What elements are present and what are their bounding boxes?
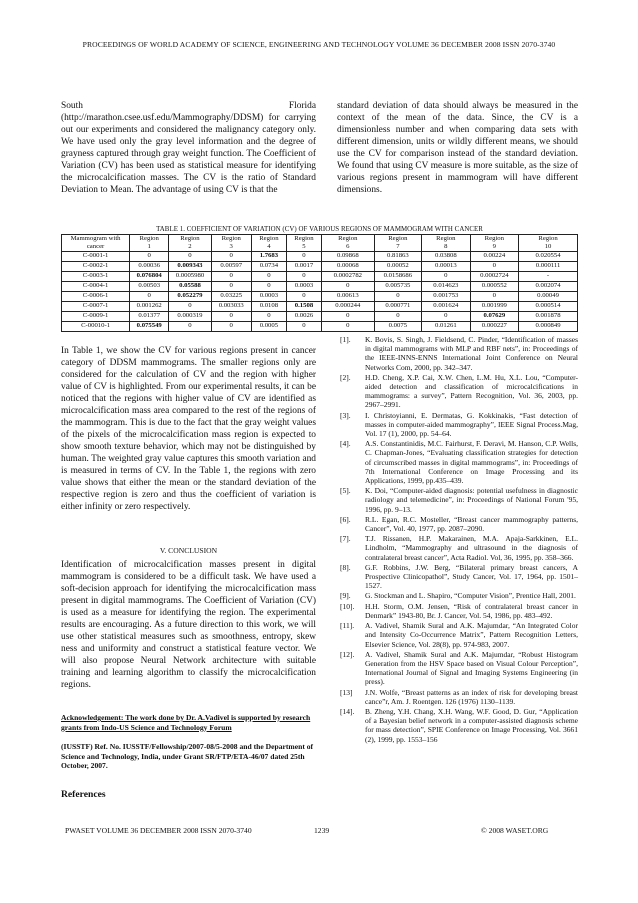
mammogram-id-cell: C-0002-1: [62, 262, 130, 272]
table-header-cell: [519, 235, 578, 252]
cv-value-cell: 0: [211, 322, 251, 332]
cv-value-cell: 0.000111: [519, 262, 578, 272]
mammogram-id-cell: C-0006-1: [62, 292, 130, 302]
reference-item: [337, 602, 578, 620]
reference-text: A. Vadivel, Shamik Sural and A.K. Majumdar, “Robust Histogram Generation from the HSV Space based on Visual Colour Perception”, International Journal of Signal and Imaging Systems Engineering (in press).: [365, 649, 578, 687]
cv-value-cell: 0.00613: [322, 292, 375, 302]
acknowledgement-text: Acknowledgement: The work done by Dr. A.Vadivel is supported by research grants from Indo-US Science and Technology Forum: [61, 713, 311, 732]
cv-value-cell: 0.0005980: [169, 272, 211, 282]
footer-left: PWASET VOLUME 36 DECEMBER 2008 ISSN 2070-3740: [65, 826, 252, 835]
cv-value-cell: 0.00503: [130, 282, 169, 292]
reference-number: [3].: [340, 410, 351, 420]
reference-number: [9].: [340, 591, 351, 601]
cv-value-cell: 0.0002782: [322, 272, 375, 282]
cv-value-cell: 0.000319: [169, 312, 211, 322]
cv-value-cell: 0: [169, 302, 211, 312]
cv-value-cell: 0.002074: [519, 282, 578, 292]
header-line: Region: [221, 235, 241, 242]
cv-value-cell: 0.0158686: [374, 272, 421, 282]
mammogram-id-cell: C-0004-1: [62, 282, 130, 292]
table-row: [62, 262, 578, 272]
reference-number: [11].: [340, 621, 355, 631]
table-header-cell: [251, 235, 286, 252]
table-header-cell: [470, 235, 519, 252]
reference-text: G. Stockman and L. Shapiro, “Computer Vision”, Prentice Hall, 2001.: [365, 591, 576, 601]
reference-item: [337, 621, 578, 649]
cv-value-cell: 0.000552: [470, 282, 519, 292]
cv-value-cell: 0: [374, 312, 421, 322]
references-heading: References: [61, 788, 106, 800]
cv-value-cell: 0.00052: [374, 262, 421, 272]
acknowledgement-lead: [61, 713, 316, 732]
cv-value-cell: 0.0002724: [470, 272, 519, 282]
reference-text: T.J. Rissanen, H.P. Makarainen, M.A. Apaja-Sarkkinen, E.L. Lindholm, “Mammography and ultrasound in the diagnosis of contralateral breast cancer”, Acta Radiol. Vol, 36, 1995, pp. 358–366.: [365, 534, 578, 562]
cv-value-cell: 0.0017: [286, 262, 321, 272]
header-line: 3: [229, 243, 233, 250]
mammogram-id-cell: C-00010-1: [62, 322, 130, 332]
cv-value-cell: 0.001999: [470, 302, 519, 312]
table-row: [62, 322, 578, 332]
cv-value-cell: 0.001262: [130, 302, 169, 312]
header-line: Region: [294, 235, 314, 242]
cv-value-cell: -: [519, 272, 578, 282]
cv-value-cell: 0: [169, 252, 211, 262]
reference-text: H.H. Storm, O.M. Jensen, “Risk of contralateral breast cancer in Denmark” 1943-80, Br. J. Cancer, Vol. 54, 1986, pp. 483–492.: [365, 601, 578, 620]
reference-number: [10].: [340, 601, 355, 611]
mammogram-id-cell: C-0009-1: [62, 312, 130, 322]
cv-value-cell: 0.1508: [286, 302, 321, 312]
cv-value-cell: 0.00049: [519, 292, 578, 302]
reference-text: K. Doi, “Computer-aided diagnosis: potential usefulness in diagnostic radiology and telemedicine”, in: Proceedings of National Forum '95, 1996, pp. 9–13.: [365, 486, 578, 514]
reference-number: [12].: [340, 649, 355, 659]
table-row: [62, 302, 578, 312]
cv-value-cell: 0: [211, 282, 251, 292]
cv-value-cell: 0.0075: [374, 322, 421, 332]
reference-item: [337, 650, 578, 687]
reference-number: [13]: [340, 687, 353, 697]
cv-value-cell: 0.000227: [470, 322, 519, 332]
cv-value-cell: 0.000771: [374, 302, 421, 312]
table-row: [62, 252, 578, 262]
reference-item: [337, 515, 578, 533]
cv-value-cell: 0.0734: [251, 262, 286, 272]
reference-text: A.S. Constantinidis, M.C. Fairhurst, F. Deravi, M. Hanson, C.P. Wells, C. Chapman-Jones, “Evaluating classification strategies for detection of circumscribed masses in digital mammograms”, in: Proceedings of 7th International Conference on Image Processing and its Applications, 1999, pp.435–439.: [365, 439, 578, 486]
cv-value-cell: 0.001753: [422, 292, 471, 302]
table-header-cell: [286, 235, 321, 252]
cv-value-cell: 0: [211, 252, 251, 262]
intro-paragraph-left: South Florida (http://marathon.csee.usf.edu/Mammography/DDSM) for carrying out our experiments and considered the malignancy category only. We have used only the gray level information and the degree of grayness captured through gray weight function. The Coefficient of Variation (CV) has been used as statistical measure for identifying the microcalcification masses. The CV is the ratio of Standard Deviation to Mean. The advantage of using CV is that the: [61, 101, 316, 195]
header-line: Region: [139, 235, 159, 242]
table-header-row: [62, 235, 578, 252]
cv-value-cell: 0: [286, 292, 321, 302]
header-line: 6: [346, 243, 350, 250]
table-row: [62, 292, 578, 302]
table-header-cell: [130, 235, 169, 252]
reference-text: B. Zheng, Y.H. Chang, X.H. Wang, W.F. Good, D. Gur, “Application of a Bayesian belief network in a computer-assisted diagnosis scheme for mass detection”, SPIE Conference on Image Processing, Vol. 3661 (2), 1999, pp. 1553–156: [365, 706, 578, 744]
reference-item: [337, 534, 578, 562]
cv-value-cell: 0.001878: [519, 312, 578, 322]
cv-value-cell: 0.000244: [322, 302, 375, 312]
reference-text: H.D. Cheng, X.P. Cai, X.W. Chen, L.M. Hu, X.L. Lou, “Computer-aided detection and classification of microcalcifications in mammograms: a survey”, Pattern Recognition, Vol. 36, 2003, pp. 2967–2991.: [365, 372, 578, 410]
table-row: [62, 312, 578, 322]
cv-value-cell: 0.076804: [130, 272, 169, 282]
cv-value-cell: 0.00013: [422, 262, 471, 272]
table-caption: TABLE 1. COEFFICIENT OF VARIATION (CV) OF VARIOUS REGIONS OF MAMMOGRAM WITH CANCER: [156, 226, 483, 233]
table-header-cell: [322, 235, 375, 252]
header-line: 8: [444, 243, 448, 250]
header-line: Region: [436, 235, 456, 242]
reference-number: [2].: [340, 372, 351, 382]
cv-value-cell: 0.0026: [286, 312, 321, 322]
left-column-top: [61, 100, 316, 196]
table-header-cell: [62, 235, 130, 252]
cv-value-cell: 0.00597: [211, 262, 251, 272]
reference-list: [337, 335, 578, 744]
table-row: [62, 272, 578, 282]
cv-value-cell: 0.01377: [130, 312, 169, 322]
header-line: Region: [538, 235, 558, 242]
cv-value-cell: 0.075549: [130, 322, 169, 332]
conclusion-paragraph: Identification of microcalcification masses present in digital mammogram is considered to be a difficult task. We have used a soft-decision approach for identifying the microcalcification mass present in digital mammograms. The Coefficient of Variation (CV) is used as a measure for identifying the region. The experimental results are encouraging. As a future direction to this work, we will use other statistical measures such as smoothness, entropy, skew ness and uniformity and construct a statistical feature vector. We will also propose Neural Network architecture with suitable training and learning algorithm to classify the microcalcification regions.: [61, 560, 316, 690]
table-row: [62, 282, 578, 292]
header-line: 2: [188, 243, 192, 250]
reference-item: [337, 373, 578, 410]
cv-value-cell: 0.05588: [169, 282, 211, 292]
reference-text: R.L. Egan, R.C. Mosteller, “Breast cancer mammography patterns, Cancer”, Vol. 40, 1977, pp. 2087–2090.: [365, 514, 578, 534]
header-line: 7: [396, 243, 400, 250]
cv-value-cell: 0: [251, 312, 286, 322]
cv-value-cell: 0: [251, 272, 286, 282]
cv-value-cell: 0: [130, 292, 169, 302]
cv-value-cell: 0: [374, 292, 421, 302]
left-column-bottom: [61, 345, 316, 800]
reference-item: [337, 486, 578, 514]
mammogram-id-cell: C-0003-1: [62, 272, 130, 282]
cv-value-cell: 0: [470, 262, 519, 272]
header-line: Mammogram with: [70, 235, 121, 242]
cv-value-cell: 0: [322, 282, 375, 292]
discussion-paragraph: In Table 1, we show the CV for various regions present in cancer category of DDSM mammograms. The smaller regions only are considered for the calculation of CV and the region with higher value of CV is highlighted. From our experimental results, it can be noticed that the regions with higher value of CV are identified as microcalcification mass area compared to the rest of the regions of the mammogram. This is due to the fact that the gray weight values of the pixels of the microcalcification mass region is expected to show smooth texture behavior, which may not be distinguished by human. The weighted gray value captures this smooth variation and is measured in terms of CV. In the Table 1, the regions with zero value shows that either the mean or the standard deviation of the respective region is zero and thus the coefficient of variation is either infinity or zero respectively.: [61, 346, 316, 512]
cv-value-cell: 0.000849: [519, 322, 578, 332]
running-header: PROCEEDINGS OF WORLD ACADEMY OF SCIENCE, ENGINEERING AND TECHNOLOGY VOLUME 36 DECEMBER 2008 ISSN 2070-3740: [82, 40, 556, 49]
cv-value-cell: 0: [251, 282, 286, 292]
cv-value-cell: 0.0003: [286, 282, 321, 292]
reference-text: K. Bovis, S. Singh, J. Fieldsend, C. Pinder, “Identification of masses in digital mammograms with MLP and RBF nets”, in: Proceedings of the IEEE-INNS-ENNS International Joint Conference on Neural Networks Com, 2000, pp. 342–347.: [365, 335, 578, 372]
cv-value-cell: 0.00068: [322, 262, 375, 272]
cv-value-cell: 0: [286, 322, 321, 332]
cv-value-cell: 0.07629: [470, 312, 519, 322]
cv-table-block: [61, 226, 578, 332]
reference-number: [8].: [340, 562, 351, 572]
cv-table: [61, 234, 578, 332]
cv-value-cell: 0: [422, 312, 471, 322]
table-header-cell: [422, 235, 471, 252]
header-line: Region: [388, 235, 408, 242]
cv-value-cell: 0.000514: [519, 302, 578, 312]
header-line: cancer: [86, 243, 105, 250]
cv-value-cell: 0: [286, 252, 321, 262]
reference-number: [7].: [340, 534, 351, 544]
reference-item: [337, 411, 578, 439]
intro-paragraph-right: standard deviation of data should always be measured in the context of the mean of the data. Since, the CV is a dimensionless number and when comparing data sets with different dimension, units or wildly different means, we should use the CV for comparison instead of the standard deviation. We found that using CV measure is more suitable, as the size of various regions present in mammogram will have different dimensions.: [337, 101, 578, 195]
cv-value-cell: 0.005735: [374, 282, 421, 292]
mammogram-id-cell: C-0001-1: [62, 252, 130, 262]
reference-number: [14].: [340, 706, 355, 716]
cv-value-cell: 0: [470, 292, 519, 302]
cv-value-cell: 0: [211, 272, 251, 282]
cv-value-cell: 0.014623: [422, 282, 471, 292]
cv-value-cell: 0.009343: [169, 262, 211, 272]
cv-value-cell: 0.01261: [422, 322, 471, 332]
table-header-cell: [169, 235, 211, 252]
header-line: 4: [267, 243, 271, 250]
cv-value-cell: 0: [322, 322, 375, 332]
reference-number: [5].: [340, 486, 351, 496]
reference-item: [337, 591, 578, 600]
header-line: 9: [492, 243, 497, 250]
reference-item: [337, 563, 578, 591]
cv-value-cell: 0.020554: [519, 252, 578, 262]
header-line: 10: [544, 243, 552, 250]
reference-text: J.N. Wolfe, “Breast patterns as an index of risk for developing breast cance”r, Am. J. Roentgen. 126 (1976) 1130–1139.: [365, 687, 578, 706]
reference-number: [6].: [340, 514, 351, 524]
reference-item: [337, 335, 578, 372]
reference-text: G.F. Robbins, J.W. Berg, “Bilateral primary breast cancers, A Prospective Clinicopathol”, Study Cancer, Vol. 17, 1964, pp. 1501–1527.: [365, 562, 578, 591]
right-column-top: [337, 100, 578, 196]
cv-value-cell: 0: [130, 252, 169, 262]
reference-item: [337, 439, 578, 485]
cv-value-cell: 0.03808: [422, 252, 471, 262]
header-line: Region: [484, 235, 504, 242]
cv-value-cell: 0.0005: [251, 322, 286, 332]
cv-value-cell: 0: [169, 322, 211, 332]
reference-number: [4].: [340, 439, 351, 449]
reference-text: I. Christoyianni, E. Dermatas, G. Kokkinakis, “Fast detection of masses in computer-aided mammography”, IEEE Signal Process.Mag, Vol. 17 (1), 2000, pp. 54–64.: [365, 410, 578, 439]
footer-right: © 2008 WASET.ORG: [481, 826, 549, 835]
header-line: 1: [147, 243, 151, 250]
page-number: 1239: [314, 826, 330, 835]
cv-value-cell: 0: [286, 272, 321, 282]
cv-value-cell: 0.052279: [169, 292, 211, 302]
cv-value-cell: 0.00036: [130, 262, 169, 272]
header-line: Region: [259, 235, 279, 242]
cv-value-cell: 1.7683: [251, 252, 286, 262]
cv-value-cell: 0.001624: [422, 302, 471, 312]
reference-item: [337, 688, 578, 706]
table-header-cell: [211, 235, 251, 252]
cv-value-cell: 0: [211, 312, 251, 322]
reference-text: A. Vadivel, Shamik Sural and A.K. Majumdar, “An Integrated Color and Intensity Co-Occurrence Matrix”, Pattern Recognition Letters, Elsevier Science, Vol. 28(8), pp. 974-983, 2007.: [365, 621, 578, 649]
reference-number: [1].: [340, 335, 351, 344]
cv-value-cell: 0.09868: [322, 252, 375, 262]
cv-value-cell: 0.003033: [211, 302, 251, 312]
cv-value-cell: 0.81863: [374, 252, 421, 262]
acknowledgement-grant: (IUSSTF) Ref. No. IUSSTF/Fellowship/2007-08/5-2008 and the Department of Science and Technology, India, under Grant SR/FTP/ETA-46/07 dated 25th October, 2007.: [61, 742, 314, 771]
cv-value-cell: 0: [322, 312, 375, 322]
cv-value-cell: 0.00224: [470, 252, 519, 262]
conclusion-heading: V. CONCLUSION: [159, 546, 218, 555]
header-line: Region: [338, 235, 358, 242]
reference-item: [337, 707, 578, 744]
cv-value-cell: 0.0108: [251, 302, 286, 312]
cv-value-cell: 0.03225: [211, 292, 251, 302]
references-column: [337, 335, 578, 745]
table-body: [62, 252, 578, 332]
table-header-cell: [374, 235, 421, 252]
cv-value-cell: 0: [422, 272, 471, 282]
cv-value-cell: 0.0003: [251, 292, 286, 302]
mammogram-id-cell: C-0007-1: [62, 302, 130, 312]
header-line: 5: [302, 243, 306, 250]
header-line: Region: [180, 235, 200, 242]
